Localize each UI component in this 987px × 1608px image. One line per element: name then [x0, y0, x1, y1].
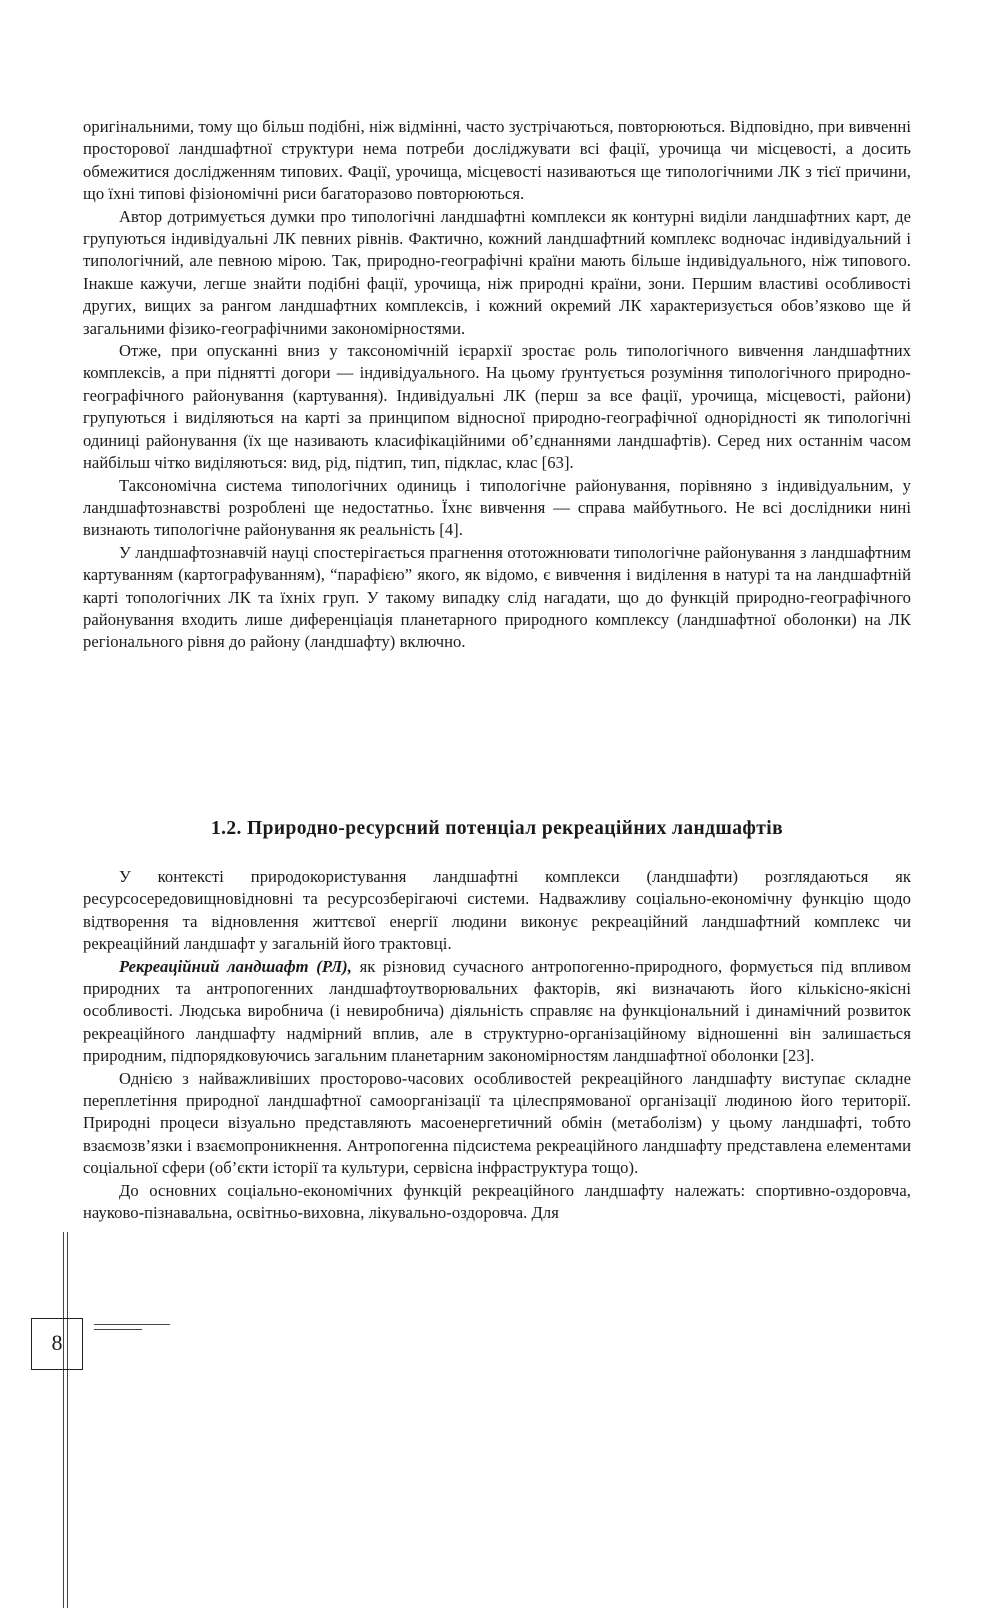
paragraph-8: Однією з найважливіших просторово-часових особливостей рекреаційного ландшафту виступає складне переплетіння природної ландшафтної самоорганізації та цілеспрямованої організації людиною його території. Природні процеси візуально представляють масоенергетичний обмін (метаболізм) у цьому ландшафті, тобто взаємозв’язки і взаємопроникнення. Антропогенна підсистема рекреаційного ландшафту представлена елементами соціальної сфери (об’єкти історії та культури, сервісна інфраструктура тощо). [83, 1068, 911, 1178]
margin-rule-left [63, 1232, 64, 1608]
paragraph-9: До основних соціально-економічних функцій рекреаційного ландшафту належать: спортивно-оздоровча, науково-пізнавальна, освітньо-виховна, лікувально-оздоровча. Для [83, 1180, 911, 1223]
section-1-text [83, 116, 911, 654]
section-heading: 1.2. Природно-ресурсний потенціал рекреаційних ландшафтів [210, 818, 784, 839]
paragraph-7 [83, 956, 911, 1068]
paragraph-1: оригінальними, тому що більш подібні, ніж відмінні, часто зустрічаються, повторюються. Відповідно, при вивченні просторової ландшафтної структури нема потреби досліджувати всі фації, урочища чи місцевості, а досить обмежитися дослідженням типових. Фації, урочища, місцевості називаються ще типологічними ЛК з тієї причини, що їхні типові фізіономічні риси багаторазово повторюються. [83, 117, 911, 204]
paragraph-5: У ландшафтознавчій науці спостерігається прагнення ототожнювати типологічне районування з ландшафтним картуванням (картографуванням), “парафією” якого, як відомо, є вивчення і виділення в натурі та на ландшафтній карті топологічних ЛК та їхніх груп. У такому випадку слід нагадати, що до функцій природно-географічного районування входить лише диференціація планетарного природного комплексу (ландшафтної оболонки) на ЛК регіонального рівня до району (ландшафту) включно. [83, 542, 911, 652]
section-2-text [83, 866, 911, 1225]
footer-rule-bottom [94, 1329, 142, 1330]
paragraph-6: У контексті природокористування ландшафтні комплекси (ландшафти) розглядаються як ресурсосередовищновідновні та ресурсозберігаючі системи. Надважливу соціально-економічну функцію щодо відтворення та відновлення життєвої енергії людини виконує рекреаційний ландшафтний комплекс чи рекреаційний ландшафт у загальній його трактовці. [83, 867, 911, 954]
paragraph-2: Автор дотримується думки про типологічні ландшафтні комплекси як контурні виділи ландшафтних карт, де групуються індивідуальні ЛК певних рівнів. Фактично, кожний ландшафтний комплекс водночас індивідуальний і типологічний, але певною мірою. Так, природно-географічні країни мають більше індивідуального, ніж типового. Інакше кажучи, легше знайти подібні фації, урочища, ніж природні країни, зони. Першим властиві особливості других, вищих за рангом ландшафтних комплексів, і кожний окремий ЛК характеризується обов’язково ще й загальними фізико-географічними закономірностями. [83, 206, 911, 338]
margin-rule-right [67, 1232, 68, 1608]
paragraph-4: Таксономічна система типологічних одиниць і типологічне районування, порівняно з індивідуальним, у ландшафтознавстві розроблені ще недостатньо. Їхнє вивчення — справа майбутнього. Не всі дослідники нині визнають типологічне районування як реальність [4]. [83, 475, 911, 540]
term-recreational-landscape: Рекреаційний ландшафт (РЛ), [119, 956, 352, 976]
paragraph-7-text: як різновид сучасного антропогенно-природного, формується під впливом природних та антропогенних ландшафтоутворювальних факторів, які визначають його кількісно-якісні особливості. Людська виробнича (і невиробнича) діяльність справляє на функціональний і динамічний розвиток рекреаційного ландшафту надмірний вплив, але в структурно-організаційному відношенні він залишається природним, підпорядковуючись загальним планетарним закономірностям ландшафтної оболонки [23]. [83, 956, 911, 1066]
paragraph-3: Отже, при опусканні вниз у таксономічній ієрархії зростає роль типологічного вивчення ландшафтних комплексів, а при піднятті догори — індивідуального. На цьому ґрунтується розуміння типологічного природно-географічного районування (картування). Індивідуальні ЛК (перш за все фації, урочища, місцевості, райони) групуються і виділяються на карті за принципом відносної природно-географічної однорідності як типологічні одиниці районування (їх ще називають класифікаційними об’єднаннями ландшафтів). Серед них останнім часом найбільш чітко виділяються: вид, рід, підтип, тип, підклас, клас [63]. [83, 341, 911, 473]
footer-rule-top [94, 1324, 170, 1325]
page-number: 8 [31, 1318, 83, 1370]
